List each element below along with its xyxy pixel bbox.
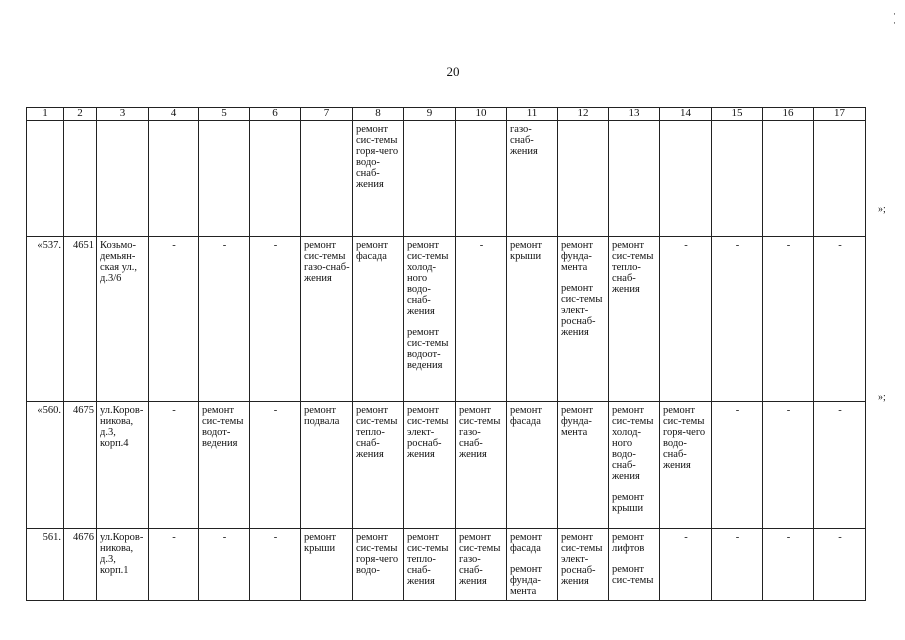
work-item: ремонт сис-темы холод-ного водо-снаб-жения (612, 405, 654, 482)
table-cell (199, 121, 250, 237)
table-cell: ремонт сис-темы тепло-снаб-жения (404, 529, 456, 601)
row-tail-mark: »; (878, 204, 886, 215)
table-cell (404, 237, 456, 402)
table-cell (404, 121, 456, 237)
column-number: 1 (27, 108, 64, 121)
table-cell (97, 121, 149, 237)
table-cell: ремонт сис-темы газо-снаб-жения (456, 529, 507, 601)
table-cell (763, 121, 814, 237)
table-cell: - (814, 529, 866, 601)
table-row (27, 237, 866, 402)
table-cell (149, 121, 199, 237)
table-cell: газо-снаб-жения (507, 121, 558, 237)
table-cell (660, 121, 712, 237)
table-cell: ремонт сис-темы газо-снаб-жения (301, 237, 353, 402)
table-cell: ремонт сис-темы элект-роснаб-жения (404, 402, 456, 529)
work-item: ремонт фунда-мента (561, 240, 594, 273)
column-number: 9 (404, 108, 456, 121)
table-cell: ремонт фасада (353, 237, 404, 402)
column-number: 13 (609, 108, 660, 121)
table-cell (814, 121, 866, 237)
table-cell (609, 121, 660, 237)
column-number: 15 (712, 108, 763, 121)
table-cell: - (763, 529, 814, 601)
building-address: ул.Коров-никова, д.3, корп.4 (97, 402, 149, 529)
table-cell: - (149, 529, 199, 601)
page-number: 20 (446, 64, 460, 79)
table-row (27, 529, 866, 601)
table-cell (609, 529, 660, 601)
table-cell (250, 121, 301, 237)
table-cell: ремонт крыши (301, 529, 353, 601)
table-cell: ремонт сис-темы элект-роснаб-жения (558, 529, 609, 601)
column-number: 4 (149, 108, 199, 121)
table-cell: ремонт фунда-мента (558, 402, 609, 529)
table-cell (712, 121, 763, 237)
building-id: 4651 (64, 237, 97, 402)
table-cell (27, 121, 64, 237)
column-number: 7 (301, 108, 353, 121)
table-cell: ремонт сис-темы газо-снаб-жения (456, 402, 507, 529)
building-id: 4675 (64, 402, 97, 529)
continuation-row (27, 121, 866, 237)
table-cell: ремонт подвала (301, 402, 353, 529)
table-cell: - (199, 237, 250, 402)
table-cell (558, 237, 609, 402)
column-number: 8 (353, 108, 404, 121)
table-cell (558, 121, 609, 237)
table-cell: ремонт сис-темы тепло-снаб-жения (609, 237, 660, 402)
column-number: 14 (660, 108, 712, 121)
table-cell: - (456, 237, 507, 402)
column-number: 16 (763, 108, 814, 121)
table-cell: - (199, 529, 250, 601)
table-cell (301, 121, 353, 237)
row-number: «537. (27, 237, 64, 402)
table-cell: - (149, 237, 199, 402)
column-number: 2 (64, 108, 97, 121)
corner-mark: · · (893, 9, 896, 28)
table-cell: ремонт сис-темы горя-чего водо-снаб-жения (660, 402, 712, 529)
column-number: 10 (456, 108, 507, 121)
row-number: «560. (27, 402, 64, 529)
table-cell: ремонт сис-темы горя-чего водо- (353, 529, 404, 601)
table-cell: - (814, 402, 866, 529)
work-item: ремонт крыши (612, 492, 645, 514)
table-cell: ремонт сис-темы тепло-снаб-жения (353, 402, 404, 529)
column-number: 17 (814, 108, 866, 121)
table-row (27, 402, 866, 529)
table-cell: ремонт фасада (507, 402, 558, 529)
table-cell: - (250, 237, 301, 402)
table-cell (609, 402, 660, 529)
table-cell: ремонт сис-темы горя-чего водо-снаб-жения (353, 121, 404, 237)
table-cell: - (250, 529, 301, 601)
table-cell: - (763, 402, 814, 529)
column-number: 11 (507, 108, 558, 121)
table-cell: - (660, 237, 712, 402)
table-cell: - (763, 237, 814, 402)
work-item: ремонт сис-темы элект-роснаб-жения (561, 283, 603, 338)
table-cell: ремонт крыши (507, 237, 558, 402)
row-number: 561. (27, 529, 64, 601)
table-cell (507, 529, 558, 601)
table-cell: - (712, 237, 763, 402)
column-number: 5 (199, 108, 250, 121)
building-id: 4676 (64, 529, 97, 601)
work-item: ремонт фунда-мента (510, 564, 543, 597)
table-cell (456, 121, 507, 237)
table-cell: - (712, 529, 763, 601)
building-address: Козьмо-демьян-ская ул., д.3/6 (97, 237, 149, 402)
building-address: ул.Коров-никова, д.3, корп.1 (97, 529, 149, 601)
table-cell: - (814, 237, 866, 402)
work-item: ремонт лифтов (612, 532, 645, 554)
repair-schedule-table (26, 107, 866, 601)
table-cell: - (149, 402, 199, 529)
column-number: 12 (558, 108, 609, 121)
table-cell: ремонт сис-темы водот-ведения (199, 402, 250, 529)
table-cell (64, 121, 97, 237)
table-cell: - (250, 402, 301, 529)
column-number-row (27, 108, 866, 121)
table-cell: - (660, 529, 712, 601)
column-number: 3 (97, 108, 149, 121)
work-item: ремонт сис-темы холод-ного водо-снаб-жения (407, 240, 449, 317)
row-tail-mark: »; (878, 392, 886, 403)
work-item: ремонт сис-темы водоот-ведения (407, 327, 449, 371)
work-item: ремонт сис-темы (612, 564, 654, 586)
table-cell: - (712, 402, 763, 529)
work-item: ремонт фасада (510, 532, 543, 554)
column-number: 6 (250, 108, 301, 121)
